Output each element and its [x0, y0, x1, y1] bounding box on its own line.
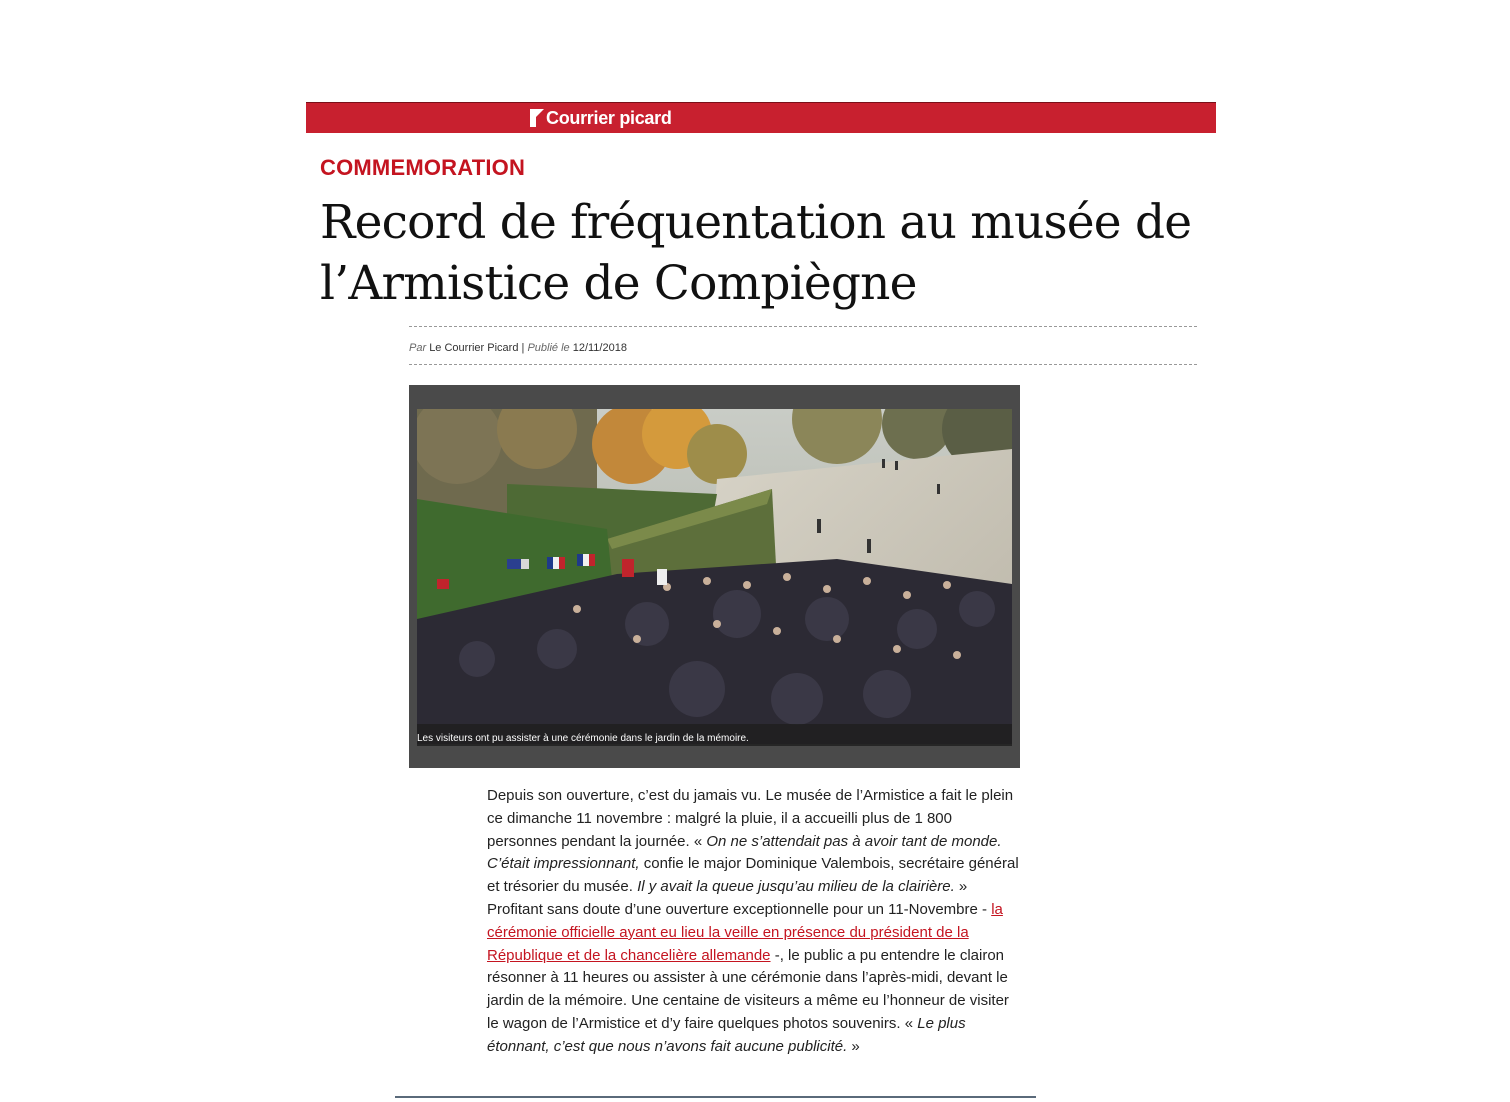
body-quote-3: Le plus étonnant, c’est que nous n’avons fait aucune publicité. [487, 1014, 966, 1055]
article-rubric[interactable]: COMMEMORATION [320, 155, 526, 180]
byline-divider: | [521, 342, 525, 354]
body-text-4: -, le public a pu entendre le clairon résonner à 11 heures ou assister à une cérémonie dans l’après-midi, devant le jardin de la mémoire. Une centaine de visiteurs a même eu l’honneur de visiter le wagon de l’Armistice et d’y faire quelques photos souvenirs. « [487, 946, 1009, 1032]
body-text-5: » [847, 1037, 860, 1055]
logo-text: Courrier picard [546, 107, 672, 128]
body-text-2: confie le major Dominique Valembois, secrétaire général et trésorier du musée. [487, 855, 1019, 896]
byline-published-label: Publié le [527, 342, 570, 354]
byline-separator-top [409, 326, 1197, 327]
site-logo[interactable] [530, 106, 672, 130]
body-text-3: » Profitant sans doute d’une ouverture exceptionnelle pour un 11-Novembre - [487, 878, 992, 918]
masthead-bar [306, 102, 1216, 133]
byline-author: Le Courrier Picard [429, 342, 519, 354]
photo-caption: Les visiteurs ont pu assister à une cérémonie dans le jardin de la mémoire. [417, 733, 749, 744]
bottom-rule [395, 1096, 1036, 1098]
byline-separator-bottom [409, 364, 1197, 365]
article-body [487, 785, 1020, 1059]
article-photo[interactable] [417, 409, 1012, 744]
byline-date: 12/11/2018 [572, 342, 627, 354]
body-quote-1: On ne s’attendait pas à avoir tant de monde. C’était impressionnant, [487, 832, 1002, 873]
article-title: Record de fréquentation au musée de l’Armistice de Compiègne [320, 195, 1192, 311]
courrier-picard-logo-icon [530, 109, 544, 127]
body-quote-2: Il y avait la queue jusqu’au milieu de la clairière. [637, 878, 955, 896]
body-text-1: Depuis son ouverture, c’est du jamais vu. Le musée de l’Armistice a fait le plein ce dimanche 11 novembre : malgré la pluie, il a accueilli plus de 1 800 personnes pendant la journée. « [487, 787, 1014, 850]
ceremony-link[interactable]: la cérémonie officielle ayant eu lieu la veille en présence du président de la République et de la chancelière allemande [487, 900, 1003, 964]
byline-by-label: Par [409, 342, 427, 354]
article-figure [409, 385, 1020, 768]
byline [409, 342, 627, 354]
